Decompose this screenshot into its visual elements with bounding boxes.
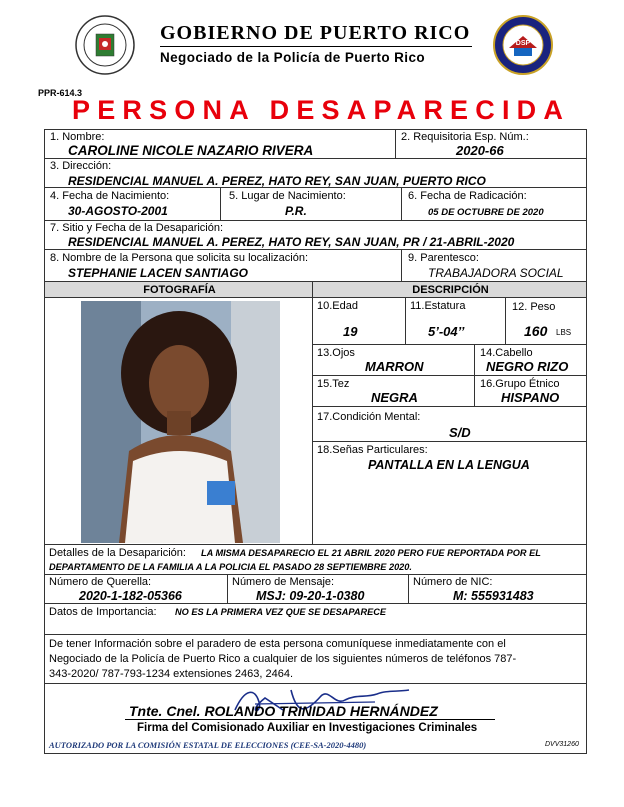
senas-label: 18.Señas Particulares: xyxy=(317,444,428,456)
querella-label: Número de Querella: xyxy=(49,576,152,588)
field-radicacion xyxy=(401,187,587,221)
field-importancia xyxy=(44,603,587,635)
requisitoria-value: 2020-66 xyxy=(456,143,504,158)
field-nacimiento xyxy=(44,187,221,221)
nacimiento-label: 4. Fecha de Nacimiento: xyxy=(50,190,170,202)
org-line-1: GOBIERNO DE PUERTO RICO xyxy=(160,22,471,44)
field-solicitante xyxy=(44,249,402,282)
form-code: PPR-614.3 xyxy=(38,88,83,98)
grupo-value: HISPANO xyxy=(501,390,560,405)
solicitante-value: STEPHANIE LACEN SANTIAGO xyxy=(68,266,249,280)
direccion-value: RESIDENCIAL MANUEL A. PEREZ, HATO REY, SAN JUAN, PUERTO RICO xyxy=(68,174,486,188)
field-querella xyxy=(44,574,228,604)
field-requisitoria xyxy=(395,129,587,159)
field-nombre xyxy=(44,129,396,159)
contacto-line2: Negociado de la Policía de Puerto Rico a cualquier de los siguientes números de teléfonos 787- xyxy=(49,653,517,665)
radicacion-label: 6. Fecha de Radicación: xyxy=(408,190,527,202)
field-detalles xyxy=(44,544,587,575)
field-lugar xyxy=(220,187,402,221)
autorizado-text: AUTORIZADO POR LA COMISIÓN ESTATAL DE ELECCIONES (CEE-SA-2020-4480) xyxy=(49,740,367,750)
ojos-label: 13.Ojos xyxy=(317,347,355,359)
detalles-label: Detalles de la Desaparición: xyxy=(49,547,186,559)
radicacion-value: 05 DE OCTUBRE DE 2020 xyxy=(428,207,544,218)
parentesco-label: 9. Parentesco: xyxy=(408,252,479,264)
ojos-value: MARRON xyxy=(365,359,424,374)
nombre-label: 1. Nombre: xyxy=(50,131,105,143)
org-line-2: Negociado de la Policía de Puerto Rico xyxy=(160,50,426,65)
nic-value: M: 555931483 xyxy=(453,589,534,603)
desc-ojos xyxy=(312,344,475,376)
estatura-value: 5’-04’’ xyxy=(428,324,465,339)
solicitante-label: 8. Nombre de la Persona que solicita su localización: xyxy=(50,252,309,264)
direccion-label: 3. Dirección: xyxy=(50,160,112,172)
requisitoria-label: 2. Requisitoria Esp. Núm.: xyxy=(401,131,529,143)
nombre-value: CAROLINE NICOLE NAZARIO RIVERA xyxy=(68,143,314,158)
foto-header xyxy=(44,281,313,298)
importancia-value: NO ES LA PRIMERA VEZ QUE SE DESAPARECE xyxy=(175,607,387,617)
contacto-line3: 343-2020/ 787-793-1234 extensiones 2463, 2464. xyxy=(49,668,294,680)
signature-block xyxy=(44,683,587,754)
desc-cabello xyxy=(474,344,587,376)
peso-unit: LBS xyxy=(556,328,572,337)
mensaje-value: MSJ: 09-20-1-0380 xyxy=(256,589,365,603)
right-seal-center-text: DSP xyxy=(515,40,531,47)
desc-estatura xyxy=(405,297,506,345)
condicion-value: S/D xyxy=(449,425,471,440)
estatura-label: 11.Estatura xyxy=(410,300,466,312)
field-mensaje xyxy=(227,574,409,604)
field-sitio xyxy=(44,220,587,250)
querella-value: 2020-1-182-05366 xyxy=(79,589,182,603)
cabello-value: NEGRO RIZO xyxy=(486,359,569,374)
desc-grupo xyxy=(474,375,587,407)
tez-label: 15.Tez xyxy=(317,378,350,390)
desc-peso xyxy=(505,297,587,345)
signer-title: Firma del Comisionado Auxiliar en Investigaciones Criminales xyxy=(137,722,478,734)
nic-label: Número de NIC: xyxy=(413,576,493,588)
descripcion-header-text: DESCRIPCIÓN xyxy=(412,284,489,296)
peso-label: 12. Peso xyxy=(512,301,556,313)
sitio-value: RESIDENCIAL MANUEL A. PEREZ, HATO REY, SAN JUAN, PR / 21-ABRIL-2020 xyxy=(68,235,515,249)
condicion-label: 17.Condición Mental: xyxy=(317,411,421,423)
right-seal-logo xyxy=(484,14,562,76)
detalles-line1: LA MISMA DESAPARECIO EL 21 ABRIL 2020 PERO FUE REPORTADA POR EL xyxy=(201,548,541,558)
lugar-label: 5. Lugar de Nacimiento: xyxy=(229,190,346,202)
edad-value: 19 xyxy=(343,324,358,339)
field-parentesco xyxy=(401,249,587,282)
lugar-value: P.R. xyxy=(285,204,307,218)
tez-value: NEGRA xyxy=(371,390,418,405)
nacimiento-value: 30-AGOSTO-2001 xyxy=(68,204,168,218)
detalles-line2: DEPARTAMENTO DE LA FAMILIA A LA POLICIA EL PASADO 28 SEPTIEMBRE 2020. xyxy=(49,562,412,572)
person-photo xyxy=(81,301,280,543)
contacto-line1: De tener Información sobre el paradero de esta persona comuníquese inmediatamente con el xyxy=(49,638,506,650)
edad-label: 10.Edad xyxy=(317,300,358,312)
importancia-label: Datos de Importancia: xyxy=(49,606,157,618)
page-title: PERSONA DESAPARECIDA xyxy=(72,95,571,125)
peso-value: 160 xyxy=(524,323,548,339)
foto-header-text: FOTOGRAFÍA xyxy=(143,284,216,296)
cabello-label: 14.Cabello xyxy=(480,347,533,359)
footer-code: DVV31260 xyxy=(545,741,579,748)
left-seal-logo xyxy=(65,14,145,76)
field-nic xyxy=(408,574,587,604)
header-divider xyxy=(160,46,472,47)
descripcion-header xyxy=(312,281,587,298)
senas-value: PANTALLA EN LA LENGUA xyxy=(368,458,530,472)
mensaje-label: Número de Mensaje: xyxy=(232,576,335,588)
photo-cell xyxy=(44,297,313,545)
desc-tez xyxy=(312,375,475,407)
field-contacto xyxy=(44,634,587,684)
desc-edad xyxy=(312,297,406,345)
sitio-label: 7. Sitio y Fecha de la Desaparición: xyxy=(50,222,224,234)
grupo-label: 16.Grupo Étnico xyxy=(480,378,560,390)
field-direccion xyxy=(44,158,587,188)
desc-condicion xyxy=(312,406,587,442)
signature-underline xyxy=(125,719,495,720)
parentesco-value: TRABAJADORA SOCIAL xyxy=(428,266,564,280)
desc-senas xyxy=(312,441,587,545)
signer-name: Tnte. Cnel. ROLANDO TRINIDAD HERNÁNDEZ xyxy=(129,703,438,719)
